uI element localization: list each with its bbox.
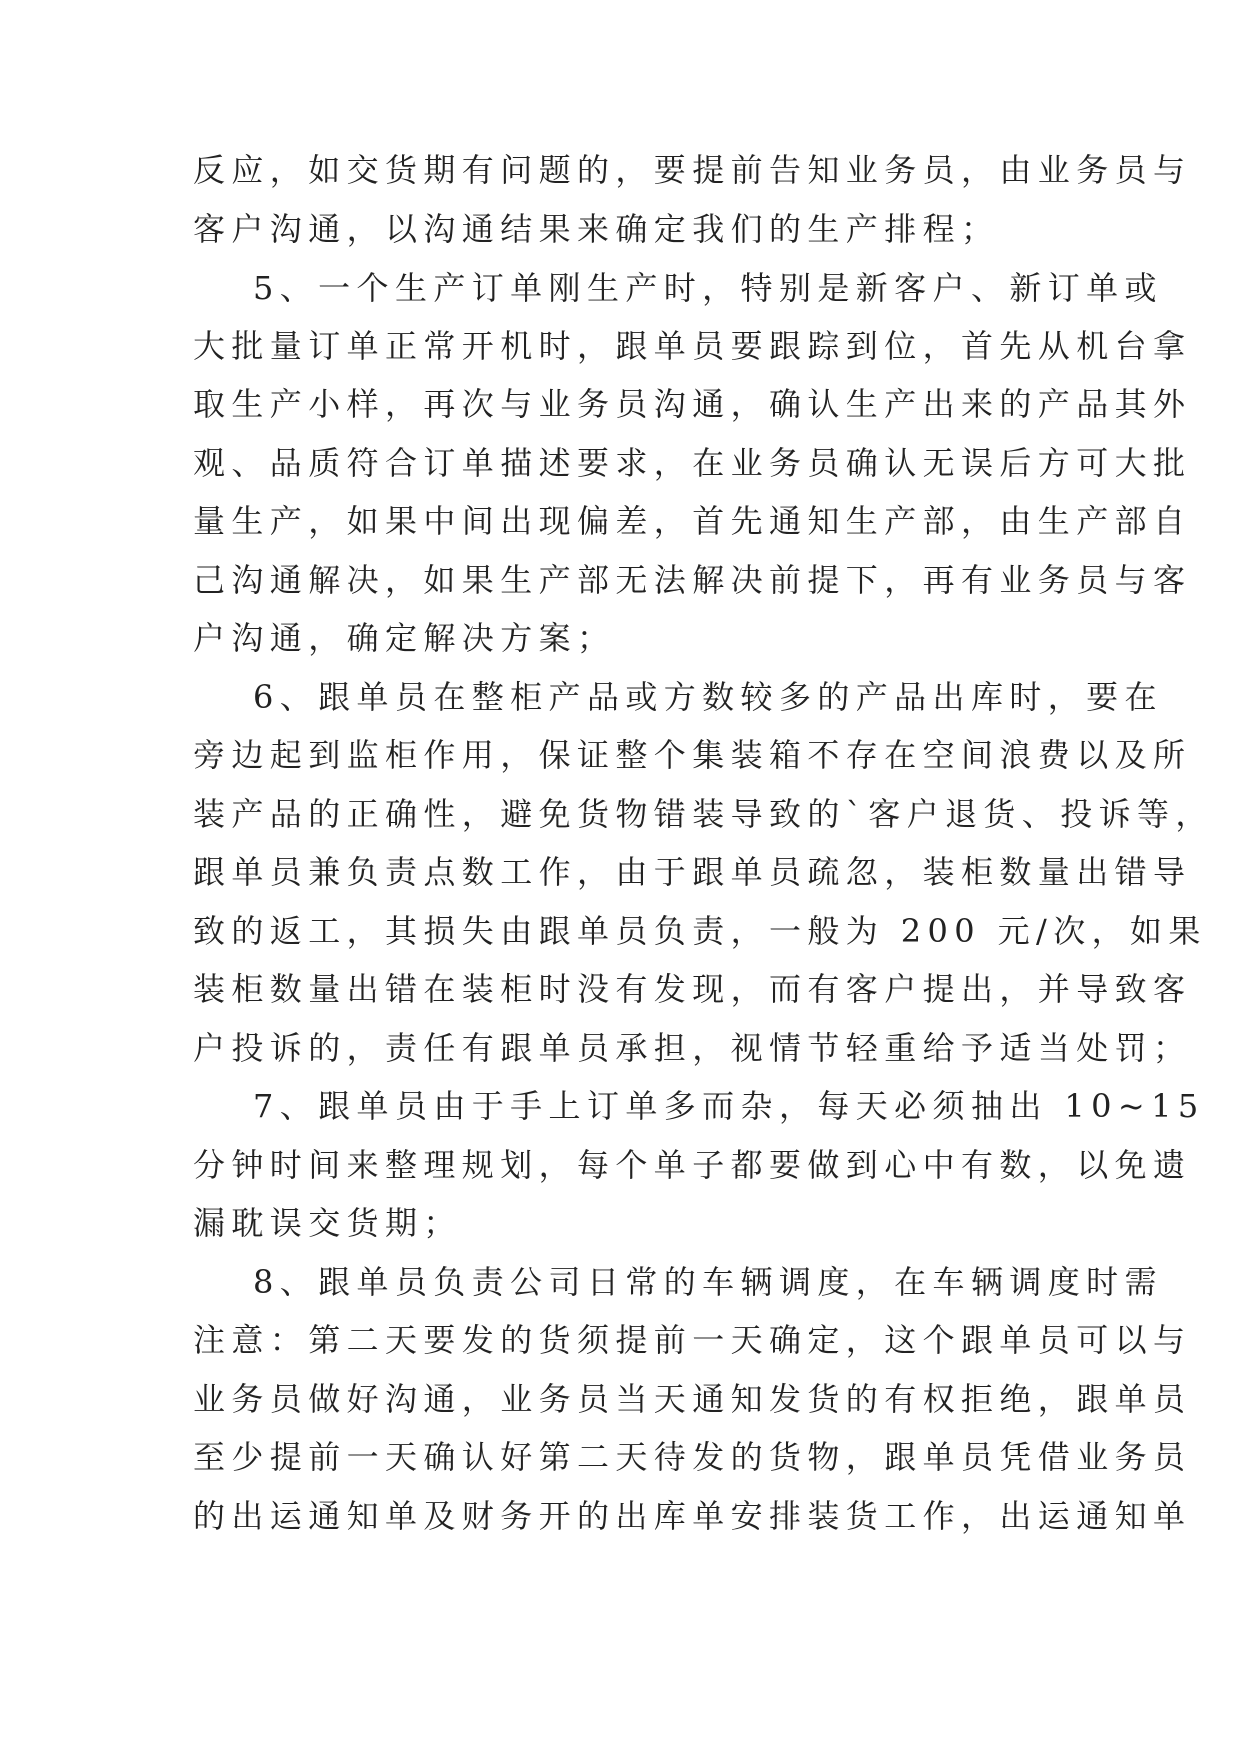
text-line: 户沟通，确定解决方案； — [193, 619, 616, 657]
text-line: 装柜数量出错在装柜时没有发现，而有客户提出，并导致客 — [193, 970, 1192, 1008]
text-line: 8、跟单员负责公司日常的车辆调度，在车辆调度时需 — [253, 1263, 1163, 1301]
text-line: 大批量订单正常开机时，跟单员要跟踪到位，首先从机台拿 — [193, 327, 1192, 365]
text-line: 注意：第二天要发的货须提前一天确定，这个跟单员可以与 — [193, 1321, 1192, 1359]
text-line: 6、跟单员在整柜产品或方数较多的产品出库时，要在 — [253, 678, 1163, 716]
text-line: 己沟通解决，如果生产部无法解决前提下，再有业务员与客 — [193, 561, 1192, 599]
text-line: 至少提前一天确认好第二天待发的货物，跟单员凭借业务员 — [193, 1438, 1192, 1476]
text-line: 取生产小样，再次与业务员沟通，确认生产出来的产品其外 — [193, 385, 1192, 423]
text-line: 量生产，如果中间出现偏差，首先通知生产部，由生产部自 — [193, 502, 1192, 540]
text-line: 业务员做好沟通，业务员当天通知发货的有权拒绝，跟单员 — [193, 1380, 1192, 1418]
text-line: 客户沟通，以沟通结果来确定我们的生产排程； — [193, 210, 1000, 248]
text-line: 致的返工，其损失由跟单员负责，一般为 200 元/次，如果 — [193, 912, 1207, 950]
text-line: 旁边起到监柜作用，保证整个集装箱不存在空间浪费以及所 — [193, 736, 1192, 774]
text-line: 漏耽误交货期； — [193, 1204, 462, 1242]
text-line: 户投诉的，责任有跟单员承担，视情节轻重给予适当处罚； — [193, 1029, 1192, 1067]
text-line: 分钟时间来整理规划，每个单子都要做到心中有数，以免遗 — [193, 1146, 1192, 1184]
text-line: 反应，如交货期有问题的，要提前告知业务员，由业务员与 — [193, 151, 1192, 189]
text-line: 5、一个生产订单刚生产时，特别是新客户、新订单或 — [253, 269, 1163, 307]
text-line: 的出运通知单及财务开的出库单安排装货工作，出运通知单 — [193, 1497, 1192, 1535]
text-line: 跟单员兼负责点数工作，由于跟单员疏忽，装柜数量出错导 — [193, 853, 1192, 891]
text-line: 观、品质符合订单描述要求，在业务员确认无误后方可大批 — [193, 444, 1192, 482]
text-line: 7、跟单员由于手上订单多而杂，每天必须抽出 10~15 — [253, 1087, 1205, 1125]
text-line: 装产品的正确性，避免货物错装导致的`客户退货、投诉等， — [193, 795, 1214, 833]
